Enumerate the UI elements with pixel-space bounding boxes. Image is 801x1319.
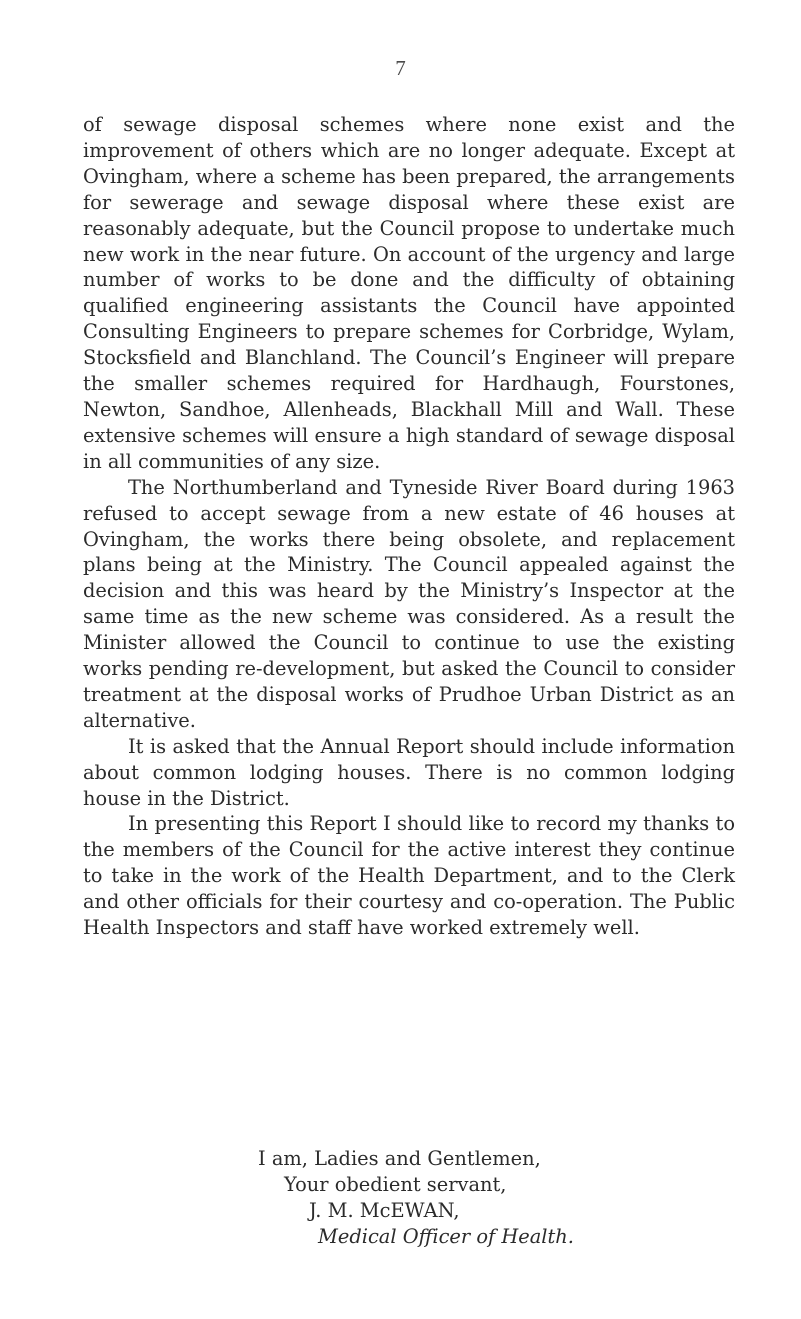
paragraph-lodging-houses: It is asked that the Annual Report should include information about common lodging houses. There is no common lodging house in the District. <box>83 734 735 810</box>
signatory-title: Medical Officer of Health. <box>318 1224 574 1248</box>
closing-valediction: Your obedient servant, <box>284 1172 507 1196</box>
closing-block <box>0 1146 801 1250</box>
body-text <box>83 112 735 941</box>
paragraph-sewage-schemes: of sewage disposal schemes where none exist and the improvement of others which are no longer adequate. Except at Ovingham, where a scheme has been prepared, the arrangements for sewerage and sewage disposal where these exist are reasonably adequate, but the Council propose to undertake much new work in the near future. On account of the urgency and large number of works to be done and the difficulty of obtaining qualified engineering assistants the Council have appointed Consulting Engineers to prepare schemes for Corbridge, Wylam, Stocksfield and Blanchland. The Council’s Engineer will prepare the smaller schemes required for Hardhaugh, Fourstones, Newton, Sandhoe, Allenheads, Blackhall Mill and Wall. These extensive schemes will ensure a high standard of sewage disposal in all communities of any size. <box>83 113 735 473</box>
page-number: 7 <box>395 56 406 80</box>
paragraph-thanks: In presenting this Report I should like to record my thanks to the members of the Council for the active interest they continue to take in the work of the Health Department, and to the Clerk and other officials for their courtesy and co-operation. The Public Health Inspectors and staff have worked extremely well. <box>83 812 735 940</box>
paragraph-river-board: The Northumberland and Tyneside River Board during 1963 refused to accept sewage from a new estate of 46 houses at Ovingham, the works there being obsolete, and replacement plans being at the Ministry. The Council appealed against the decision and this was heard by the Ministry’s Inspector at the same time as the new scheme was considered. As a result the Minister allowed the Council to continue to use the existing works pending re-development, but asked the Council to consider treatment at the disposal works of Prudhoe Urban District as an alternative. <box>83 475 735 732</box>
signatory-name: J. M. McEWAN, <box>309 1198 460 1222</box>
closing-salutation: I am, Ladies and Gentlemen, <box>258 1147 541 1170</box>
